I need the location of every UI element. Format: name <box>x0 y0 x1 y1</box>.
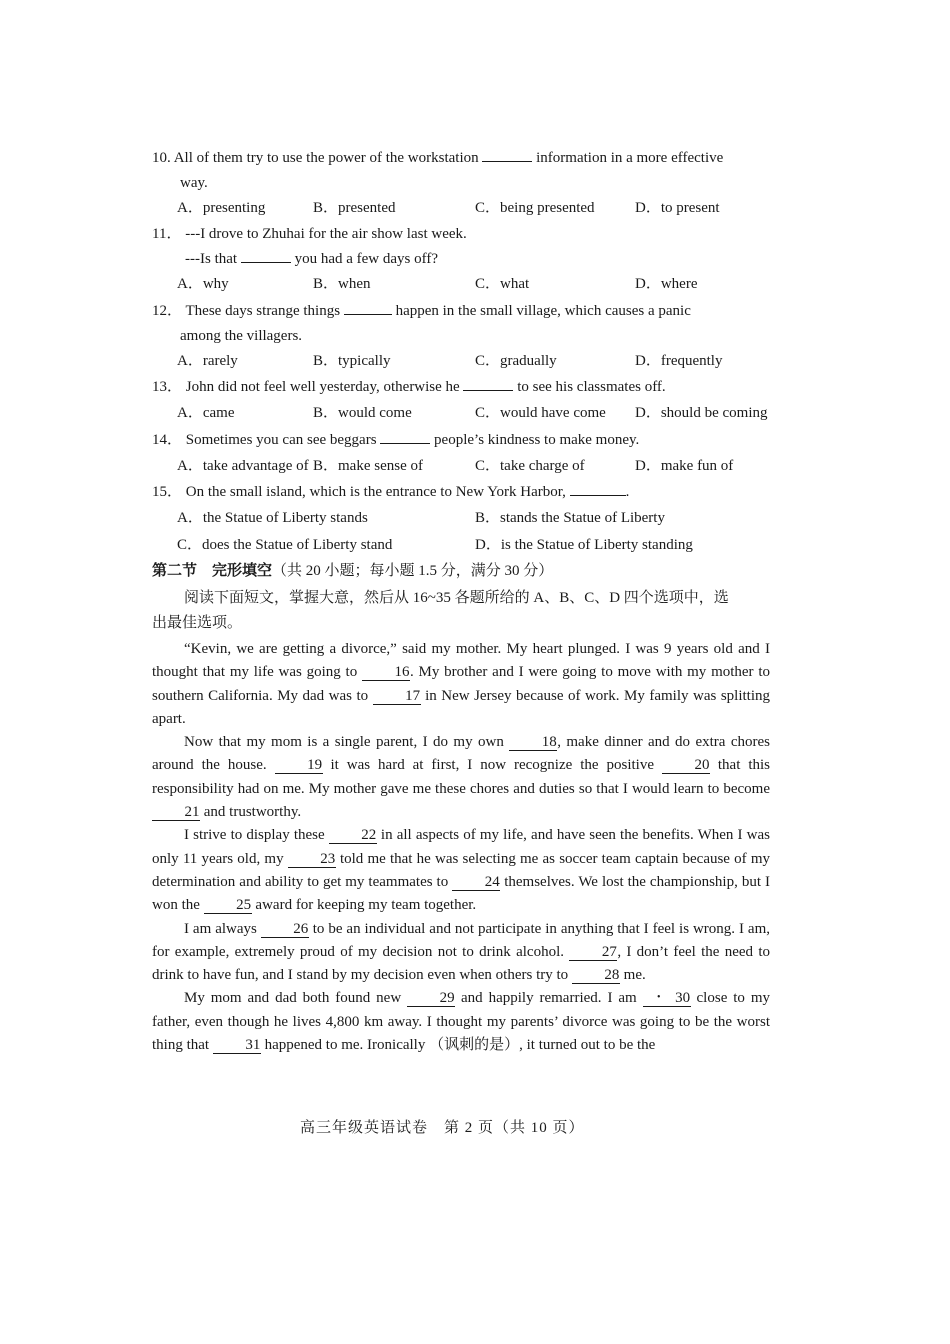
paragraph-3: I strive to display these 22 in all aspects of my life, and have seen the benefits. When I was only 11 years old, my 23 told me that he was selecting me as soccer team captain because of my determination and ability to get my teammates to 24 themselves. We lost the championship, but I won the 25 award for keeping my team together. <box>152 827 770 914</box>
section-heading: 第二节 完形填空（共 20 小题；每小题 1.5 分，满分 30 分） <box>152 563 554 579</box>
cloze-blank-19: 19 <box>275 757 323 774</box>
section-instructions: 阅读下面短文，掌握大意，然后从 16~35 各题所给的 A、B、C、D 四个选项中，选 出最佳选项。 <box>152 590 729 631</box>
cloze-passage <box>152 638 770 1057</box>
option-d: D．where <box>635 276 698 292</box>
cloze-blank-26: 26 <box>261 921 309 938</box>
option-b: B．would come <box>313 405 412 421</box>
cloze-blank-28: 28 <box>572 967 620 984</box>
paragraph-4: I am always 26 to be an individual and not participate in anything that I feel is wrong. I am, for example, extremely proud of my decision not to drink alcohol. 27, I don’t feel the need to drink to have fun, and I stand by my decision even when others try to 28 me. <box>152 920 771 984</box>
cloze-blank-27: 27 <box>569 944 617 961</box>
option-b: B．make sense of <box>313 458 423 474</box>
answer-blank <box>380 428 430 444</box>
option-a: A．rarely <box>177 353 238 369</box>
option-d: D．to present <box>635 200 720 216</box>
option-d: D．frequently <box>635 353 723 369</box>
answer-blank <box>482 146 532 162</box>
option-b: B．stands the Statue of Liberty <box>475 510 665 526</box>
question-14-options <box>177 454 777 479</box>
option-a: A．presenting <box>177 200 266 216</box>
option-c: C．take charge of <box>475 458 585 474</box>
question-10: 10. All of them try to use the power of the workstation information in a more effective way. <box>152 146 772 196</box>
question-15-options-cd <box>177 533 777 558</box>
question-12-options <box>177 349 777 374</box>
option-b: B．presented <box>313 200 396 216</box>
option-a: A．why <box>177 276 229 292</box>
cloze-blank-17: 17 <box>373 688 421 705</box>
question-13-options <box>177 401 777 426</box>
answer-blank <box>463 375 513 391</box>
answer-blank <box>344 299 392 315</box>
option-a: A．the Statue of Liberty stands <box>177 510 368 526</box>
option-a: A．came <box>177 405 235 421</box>
paragraph-2: Now that my mom is a single parent, I do my own 18, make dinner and do extra chores around the house. 19 it was hard at first, I now recognize the positive 20 that this responsibility had on me. My mother gave me these chores and duties so that I would learn to become 21 and trustworthy. <box>152 734 770 821</box>
option-c: C．does the Statue of Liberty stand <box>177 537 393 553</box>
cloze-blank-21: 21 <box>152 804 200 821</box>
option-c: C．gradually <box>475 353 557 369</box>
option-d: D．should be coming <box>635 405 768 421</box>
cloze-blank-24: 24 <box>452 874 500 891</box>
cloze-blank-30: 30 <box>643 990 691 1007</box>
cloze-blank-23: 23 <box>288 851 336 868</box>
option-a: A．take advantage of <box>177 458 309 474</box>
question-15-options-ab <box>177 506 777 531</box>
option-b: B．typically <box>313 353 391 369</box>
scan-speck: • <box>657 992 661 1003</box>
cloze-blank-25: 25 <box>204 897 252 914</box>
question-10-options <box>177 196 777 221</box>
option-d: D．is the Statue of Liberty standing <box>475 537 693 553</box>
option-c: C．being presented <box>475 200 595 216</box>
paragraph-5: My mom and dad both found new 29 and happily remarried. I am 30 close to my father, even though he lives 4,800 km away. I thought my parents’ divorce was going to be the worst thing that 31 happened to me. Ironically （讽刺的是）, it turned out to be the <box>152 990 771 1054</box>
option-d: D．make fun of <box>635 458 734 474</box>
cloze-blank-31: 31 <box>213 1037 261 1054</box>
question-11: 11． ---I drove to Zhuhai for the air show last week. ---Is that you had a few days off? <box>152 226 467 267</box>
cloze-blank-18: 18 <box>509 734 557 751</box>
paragraph-1: “Kevin, we are getting a divorce,” said my mother. My heart plunged. I was 9 years old and I thought that my life was going to 16. My brother and I were going to move with my mother to southern California. My dad was to 17 in New Jersey because of work. My family was splitting apart. <box>152 641 770 727</box>
answer-blank <box>570 480 626 496</box>
cloze-blank-22: 22 <box>329 827 377 844</box>
question-11-options <box>177 272 777 297</box>
cloze-blank-16: 16 <box>362 664 410 681</box>
question-14: 14． Sometimes you can see beggars people’s kindness to make money. <box>152 428 772 453</box>
question-12: 12． These days strange things happen in the small village, which causes a panic among the villagers. <box>152 299 772 349</box>
option-b: B．when <box>313 276 371 292</box>
option-c: C．would have come <box>475 405 606 421</box>
question-13: 13． John did not feel well yesterday, otherwise he to see his classmates off. <box>152 375 772 400</box>
answer-blank <box>241 247 291 263</box>
cloze-blank-29: 29 <box>407 990 455 1007</box>
question-15: 15． On the small island, which is the entrance to New York Harbor, . <box>152 480 772 505</box>
option-c: C．what <box>475 276 530 292</box>
page-footer: 高三年级英语试卷 第 2 页（共 10 页） <box>300 1120 585 1136</box>
cloze-blank-20: 20 <box>662 757 710 774</box>
